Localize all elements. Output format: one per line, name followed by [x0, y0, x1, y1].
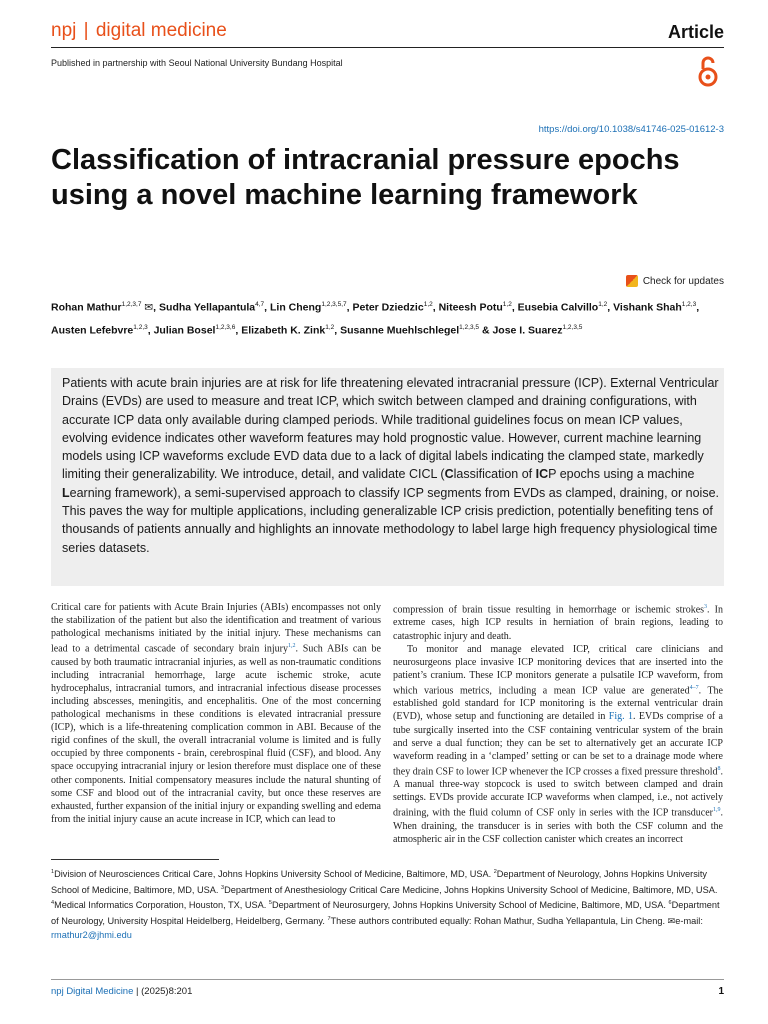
author-name[interactable]: Lin Cheng	[270, 301, 322, 314]
affil-text: Department of Neurology, Johns Hopkins University School of Medicine, Baltimore, MD, USA.	[51, 869, 707, 895]
abstract	[62, 374, 722, 557]
citation[interactable]: 8	[717, 765, 721, 772]
author-list	[51, 295, 723, 340]
author-affiliation-number: 1,2	[423, 301, 433, 308]
affil-text: Division of Neurosciences Critical Care, Johns Hopkins University School of Medicine, Baltimore, MD, USA.	[54, 869, 494, 880]
body-text: . Such ABIs can be caused by both traumatic intracranial injuries, as well as non-traumatic conditions including intracranial hemorrhage, large acute ischemic stroke, acute hydrocephalus, intracranial tumors, and intracranial infectious disease processes including abscesses, meningitis, and encephalitis. One of the most concerning pathological mechanisms in these conditions is elevated intracranial pressure (ICP), which is a life-threatening complication common in ABI. Because of the rigid confines of the skull, the overall intracranial volume is limited and is fully occupied by three components - brain, cerebrospinal fluid (CSF), and blood. Any space occupying intracranial injury or lesion therefore must displace one of these other components. Initial compensatory measures include the natural shunting of some CSF and blood out of the intracranial cavity, but once these reserves are exhausted, further expansion of the initial injury or expanding swelling and edema from the initial injury cause an acute increase in ICP, which can lead to	[51, 643, 381, 825]
author-name[interactable]: Austen Lefebvre	[51, 324, 134, 336]
author-affiliation-number: 1,2,3,5,7	[321, 301, 347, 308]
author-name[interactable]: Susanne Muehlschlegel	[340, 324, 460, 336]
body-text: . When draining, the transducer is in series with both the CSF column and the atmospheric air in the CSF collection canister which creates an incorrect	[393, 807, 723, 845]
abstract-text-4: earning framework), a semi-supervised approach to classify ICP segments from EVDs as clamped, draining, or noise. This paves the way for multiple applications, including generalizable ICP crisis prediction, potentially benefiting tens of thousands of patients annually and highlights an innovate methodology to label large high frequency physiological time series datasets.	[62, 485, 719, 555]
affil-number: 7	[327, 915, 331, 922]
author-separator: ✉,	[141, 301, 160, 314]
affil-number: 3	[221, 884, 225, 891]
author-affiliation-number: 1,2	[598, 301, 608, 308]
author-affiliation-number: 4,7	[255, 301, 265, 308]
author-separator: ,	[264, 301, 271, 314]
affil-number: 2	[493, 869, 497, 875]
intro-paragraph-1	[51, 601, 381, 826]
affil-number: 5	[268, 900, 272, 907]
author-affiliation-number: 1,2,3,5	[562, 323, 583, 331]
footer-journal-link[interactable]: npj Digital Medicine	[51, 986, 134, 997]
citation[interactable]: 4–7	[689, 684, 699, 691]
article-title: Classification of intracranial pressure epochs using a novel machine learning framework	[51, 144, 680, 211]
author-affiliation-number: 1,2	[325, 323, 335, 331]
author-separator: ,	[235, 324, 242, 336]
author-name[interactable]: Peter Dziedzic	[352, 301, 424, 314]
author-separator: ,	[346, 301, 353, 314]
email-link[interactable]: rmathur2@jhmi.edu	[51, 929, 132, 940]
body-text: To monitor and manage elevated ICP, critical care clinicians and neurosurgeons place invasive ICP monitoring devices that are inserted into the patient’s cranium. These ICP monitors generate a pulsatile ICP waveform, from which various metrics, including a mean ICP value are generated	[393, 643, 723, 697]
author-separator: ,	[511, 301, 518, 314]
author-separator: ,	[607, 301, 614, 314]
citation[interactable]: 3	[704, 604, 708, 610]
author-name[interactable]: Julian Bosel	[153, 324, 216, 336]
journal-npj: npj	[51, 20, 77, 41]
body-text: . The established gold standard for ICP monitoring is the external ventricular drain (EVD), whose setup and functioning are detailed in	[393, 685, 723, 723]
affiliations	[51, 866, 723, 942]
partnership-text: Published in partnership with Seoul National University Bundang Hospital	[51, 58, 343, 68]
affil-text: Medical Informatics Corporation, Houston, TX, USA.	[54, 900, 269, 911]
footer-volume: | (2025)8:201	[133, 986, 193, 997]
abstract-bold-l: L	[62, 485, 70, 500]
journal-title: digital medicine	[95, 20, 227, 41]
affil-number: 1	[51, 869, 55, 875]
affil-text: These authors contributed equally: Rohan Mathur, Sudha Yellapantula, Lin Cheng.	[330, 916, 668, 927]
author-affiliation-number: 1,2,3	[133, 323, 148, 331]
doi-link[interactable]: https://doi.org/10.1038/s41746-025-01612-3	[538, 124, 724, 135]
intro-paragraph-1-continued	[393, 601, 723, 643]
body-column-left	[51, 601, 381, 826]
author-separator: ,	[147, 324, 154, 336]
author-affiliation-number: 1,2	[502, 301, 512, 308]
author-affiliation-number: 1,2,3,6	[215, 323, 236, 331]
abstract-text-2: lassification of	[453, 467, 536, 482]
author-name[interactable]: Sudha Yellapantula	[159, 301, 256, 314]
figure-link[interactable]: Fig. 1	[608, 711, 634, 723]
intro-paragraph-2	[393, 643, 723, 846]
abstract-text-1: Patients with acute brain injuries are at risk for life threatening elevated intracranial pressure (ICP). External Ventricular Drains (EVDs) are used to measure and treat ICP, which switch between clamped and draining configurations, with accurate ICP data only available during clamped periods. While traditional guidelines focus on mean ICP values, evolving evidence indicates other waveform features may hold prognostic value. However, current machine learning models using ICP waveforms exclude EVD data due to a lack of digital labels indicating the clamped state, markedly limiting their generalizability. We introduce, detail, and validate CICL (	[62, 376, 719, 482]
crossmark-icon	[626, 275, 638, 287]
check-for-updates[interactable]	[626, 275, 724, 287]
author-name[interactable]: Rohan Mathur	[51, 301, 122, 314]
body-text: . A manual three-way stopcock is used to switch between clamped and drain settings. EVDs provide accurate ICP waveforms when clamped, i.e., not actively draining, with the fluid column of CSF only in series with the ICP transducer	[393, 766, 723, 819]
author-affiliation-number: 1,2,3,5	[459, 323, 480, 331]
affil-text: Department of Anesthesiology Critical Care Medicine, Johns Hopkins University School of Medicine, Baltimore, MD, USA.	[224, 884, 718, 895]
footer-divider	[51, 979, 724, 980]
abstract-bold-c: C	[444, 467, 454, 482]
author-name[interactable]: Niteesh Potu	[438, 301, 503, 314]
author-name[interactable]: Eusebia Calvillo	[517, 301, 599, 314]
author-separator: ,	[696, 301, 700, 314]
open-access-icon[interactable]	[696, 54, 720, 88]
author-separator: ,	[432, 301, 439, 314]
page-number: 1	[718, 986, 724, 997]
body-text: . In extreme cases, high ICP results in herniation of brain regions, leading to catastrophic injury and death.	[393, 604, 723, 642]
body-text: . EVDs comprise of a tube surgically inserted into the CSF containing ventricular system of the brain and serve a dual function; they can be set to alternatively get an accurate ICP waveform reading in a ‘clamped’ setting or can be set to a drainage mode where they drain CSF to lower ICP whenever the ICP crosses a fixed pressure threshold	[393, 711, 723, 778]
body-column-right	[393, 601, 723, 846]
citation[interactable]: 1,2	[288, 643, 296, 650]
footnote-divider	[51, 859, 219, 860]
author-affiliation-number: 1,2,3,7	[121, 301, 142, 308]
abstract-text-3: P epochs using a machine	[548, 467, 695, 482]
header-divider	[51, 47, 724, 48]
body-text: compression of brain tissue resulting in hemorrhage or ischemic strokes	[393, 604, 705, 616]
author-affiliation-number: 1,2,3	[681, 301, 697, 308]
check-updates-label: Check for updates	[642, 275, 724, 287]
author-name[interactable]: Elizabeth K. Zink	[241, 324, 326, 336]
footer-citation	[51, 986, 192, 997]
citation[interactable]: 1,9	[713, 807, 721, 814]
affil-number: 4	[51, 900, 55, 907]
journal-name[interactable]	[51, 20, 227, 42]
author-separator: &	[479, 324, 493, 336]
affil-number: 6	[668, 900, 672, 907]
author-name[interactable]: Vishank Shah	[613, 301, 682, 314]
body-text: Critical care for patients with Acute Brain Injuries (ABIs) encompasses not only the stabilization of the patient but also the identification and treatment of various pathological mechanisms initiated by the initial injury. These mechanisms can lead to a detrimental cascade of secondary brain injury	[51, 602, 381, 655]
journal-separator: |	[83, 20, 89, 41]
email-label: ✉e-mail:	[667, 916, 703, 927]
author-separator: ,	[334, 324, 341, 336]
affil-text: Department of Neurosurgery, Johns Hopkins University School of Medicine, Baltimore, MD, USA.	[271, 900, 669, 911]
article-type: Article	[667, 22, 724, 42]
affil-text: Department of Neurology, University Hospital Heidelberg, Heidelberg, Germany.	[51, 900, 720, 927]
author-name[interactable]: Jose I. Suarez	[492, 324, 563, 336]
abstract-bold-ic: IC	[535, 467, 549, 482]
